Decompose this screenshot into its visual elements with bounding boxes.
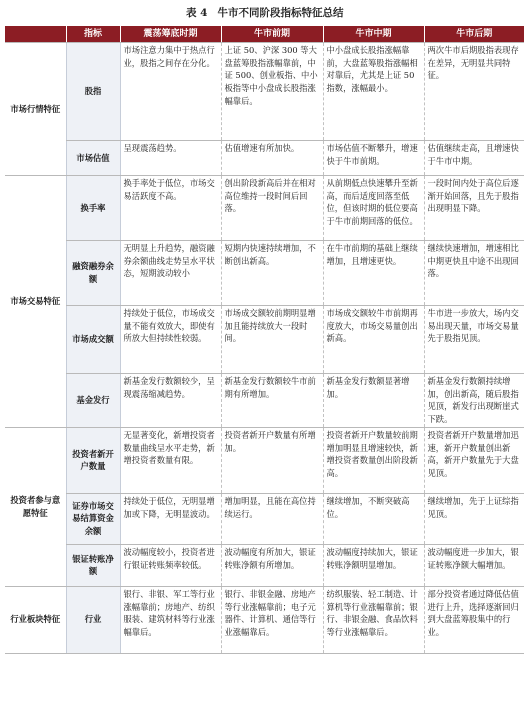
table-row xyxy=(5,586,524,653)
table-cell: 银行、非银、军工等行业涨幅靠前；房地产、纺织服装、建筑材料等行业涨幅靠后。 xyxy=(120,586,221,653)
table-cell: 继续增加，先于上证综指见顶。 xyxy=(424,493,524,544)
category-cell: 行业板块特征 xyxy=(5,586,66,653)
table-cell: 两次牛市后期股指表现存在差异，无明显共同特征。 xyxy=(424,43,524,141)
header-phase-3: 牛市中期 xyxy=(323,26,424,43)
table-cell: 估值增速有所加快。 xyxy=(221,141,323,176)
caption-title: 牛市不同阶段指标特征总结 xyxy=(217,6,344,19)
table-row xyxy=(5,141,524,176)
table-cell: 市场估值不断攀升，增速快于牛市前期。 xyxy=(323,141,424,176)
table-caption xyxy=(0,0,529,24)
table-cell: 创出阶段新高后并在相对高位维持一段时间后回落。 xyxy=(221,176,323,241)
header-phase-4: 牛市后期 xyxy=(424,26,524,43)
header-phase-2: 牛市前期 xyxy=(221,26,323,43)
table-cell: 部分投资者通过降低估值进行上升，选择逐渐回归到大盘蓝筹股集中的行业。 xyxy=(424,586,524,653)
table-row xyxy=(5,427,524,493)
table-cell: 中小盘成长股指涨幅靠前，大盘蓝筹股指涨幅相对靠后，尤其是上证 50 指数，涨幅最小。 xyxy=(323,43,424,141)
category-cell: 市场交易特征 xyxy=(5,176,66,428)
table-cell: 上证 50、沪深 300 等大盘蓝筹股指涨幅靠前，中证 500、创业板指、中小板指等中小盘成长股指涨幅靠后。 xyxy=(221,43,323,141)
table-cell: 呈现震荡趋势。 xyxy=(120,141,221,176)
table-cell: 市场成交额较牛市前期再度放大，市场交易量创出新高。 xyxy=(323,306,424,374)
table-cell: 新基金发行数额较少，呈现震荡缩减趋势。 xyxy=(120,374,221,428)
table-cell: 银行、非银金融、房地产等行业涨幅靠前；电子元器件、计算机、通信等行业涨幅靠后。 xyxy=(221,586,323,653)
table-row xyxy=(5,43,524,141)
table-row xyxy=(5,306,524,374)
table-cell: 新基金发行数额显著增加。 xyxy=(323,374,424,428)
indicator-cell: 市场估值 xyxy=(66,141,120,176)
table-cell: 持续处于低位，无明显增加或下降，无明显波动。 xyxy=(120,493,221,544)
summary-table xyxy=(5,26,524,654)
table-row xyxy=(5,544,524,586)
table-cell: 市场成交额较前期明显增加且能持续放大一段时间。 xyxy=(221,306,323,374)
indicator-cell: 股指 xyxy=(66,43,120,141)
table-cell: 估值继续走高，且增速快于牛市中期。 xyxy=(424,141,524,176)
table-cell: 继续增加，不断突破高位。 xyxy=(323,493,424,544)
table-row xyxy=(5,241,524,306)
indicator-cell: 行业 xyxy=(66,586,120,653)
indicator-cell: 市场成交额 xyxy=(66,306,120,374)
indicator-cell: 换手率 xyxy=(66,176,120,241)
category-cell: 市场行情特征 xyxy=(5,43,66,176)
table-cell: 持续处于低位，市场成交量不能有效放大，即使有所放大但持续性较弱。 xyxy=(120,306,221,374)
table-cell: 纺织服装、轻工制造、计算机等行业涨幅靠前；银行、非银金融、食品饮料等行业涨幅靠后。 xyxy=(323,586,424,653)
table-cell: 一段时间内处于高位后逐渐开始回落，且先于股指出现明显下降。 xyxy=(424,176,524,241)
indicator-cell: 银证转账净额 xyxy=(66,544,120,586)
header-category xyxy=(5,26,66,43)
table-row xyxy=(5,176,524,241)
table-cell: 投资者新开户数量有所增加。 xyxy=(221,427,323,493)
table-cell: 波动幅度有所加大，银证转账净额有所增加。 xyxy=(221,544,323,586)
table-cell: 换手率处于低位，市场交易活跃度不高。 xyxy=(120,176,221,241)
table-cell: 投资者新开户数量增加迅速，新开户数量创出新高，新开户数量先于大盘见顶。 xyxy=(424,427,524,493)
category-cell: 投资者参与意愿特征 xyxy=(5,427,66,586)
table-cell: 波动幅度进一步加大，银证转账净额大幅增加。 xyxy=(424,544,524,586)
table-cell: 波动幅度较小，投资者进行银证转账频率较低。 xyxy=(120,544,221,586)
table-cell: 新基金发行数额较牛市前期有所增加。 xyxy=(221,374,323,428)
table-cell: 新基金发行数额持续增加，创出新高，随后股指见顶，新发行出现断崖式下跌。 xyxy=(424,374,524,428)
header-indicator: 指标 xyxy=(66,26,120,43)
caption-label: 表 4 xyxy=(186,6,208,19)
table-cell: 无显著变化，新增投资者数量曲线呈水平走势，新增投资者数量有限。 xyxy=(120,427,221,493)
table-row xyxy=(5,374,524,428)
table-cell: 投资者新开户数量较前期增加明显且增速较快，新增投资者数量创出阶段新高。 xyxy=(323,427,424,493)
indicator-cell: 投资者新开户数量 xyxy=(66,427,120,493)
table-cell: 波动幅度持续加大，银证转账净额明显增加。 xyxy=(323,544,424,586)
table-cell: 增加明显，且能在高位持续运行。 xyxy=(221,493,323,544)
table-cell: 市场注意力集中于热点行业，股指之间存在分化。 xyxy=(120,43,221,141)
table-cell: 短期内快速持续增加，不断创出新高。 xyxy=(221,241,323,306)
table-cell: 无明显上升趋势，融资融券余额曲线走势呈水平状态，短期波动较小 xyxy=(120,241,221,306)
table-row xyxy=(5,493,524,544)
header-phase-1: 震荡筹底时期 xyxy=(120,26,221,43)
table-cell: 继续快速增加，增速相比中期更快且中途不出现回落。 xyxy=(424,241,524,306)
indicator-cell: 证券市场交易结算资金余额 xyxy=(66,493,120,544)
table-cell: 牛市进一步放大，场内交易出现天量，市场交易量先于股指见顶。 xyxy=(424,306,524,374)
table-cell: 从前期低点快速攀升至新高，而后适度回落至低位，但该时期的低位要高于牛市前期回落的低位。 xyxy=(323,176,424,241)
table-cell: 在牛市前期的基础上继续增加，且增速更快。 xyxy=(323,241,424,306)
indicator-cell: 融资融券余额 xyxy=(66,241,120,306)
table-header-row xyxy=(5,26,524,43)
indicator-cell: 基金发行 xyxy=(66,374,120,428)
